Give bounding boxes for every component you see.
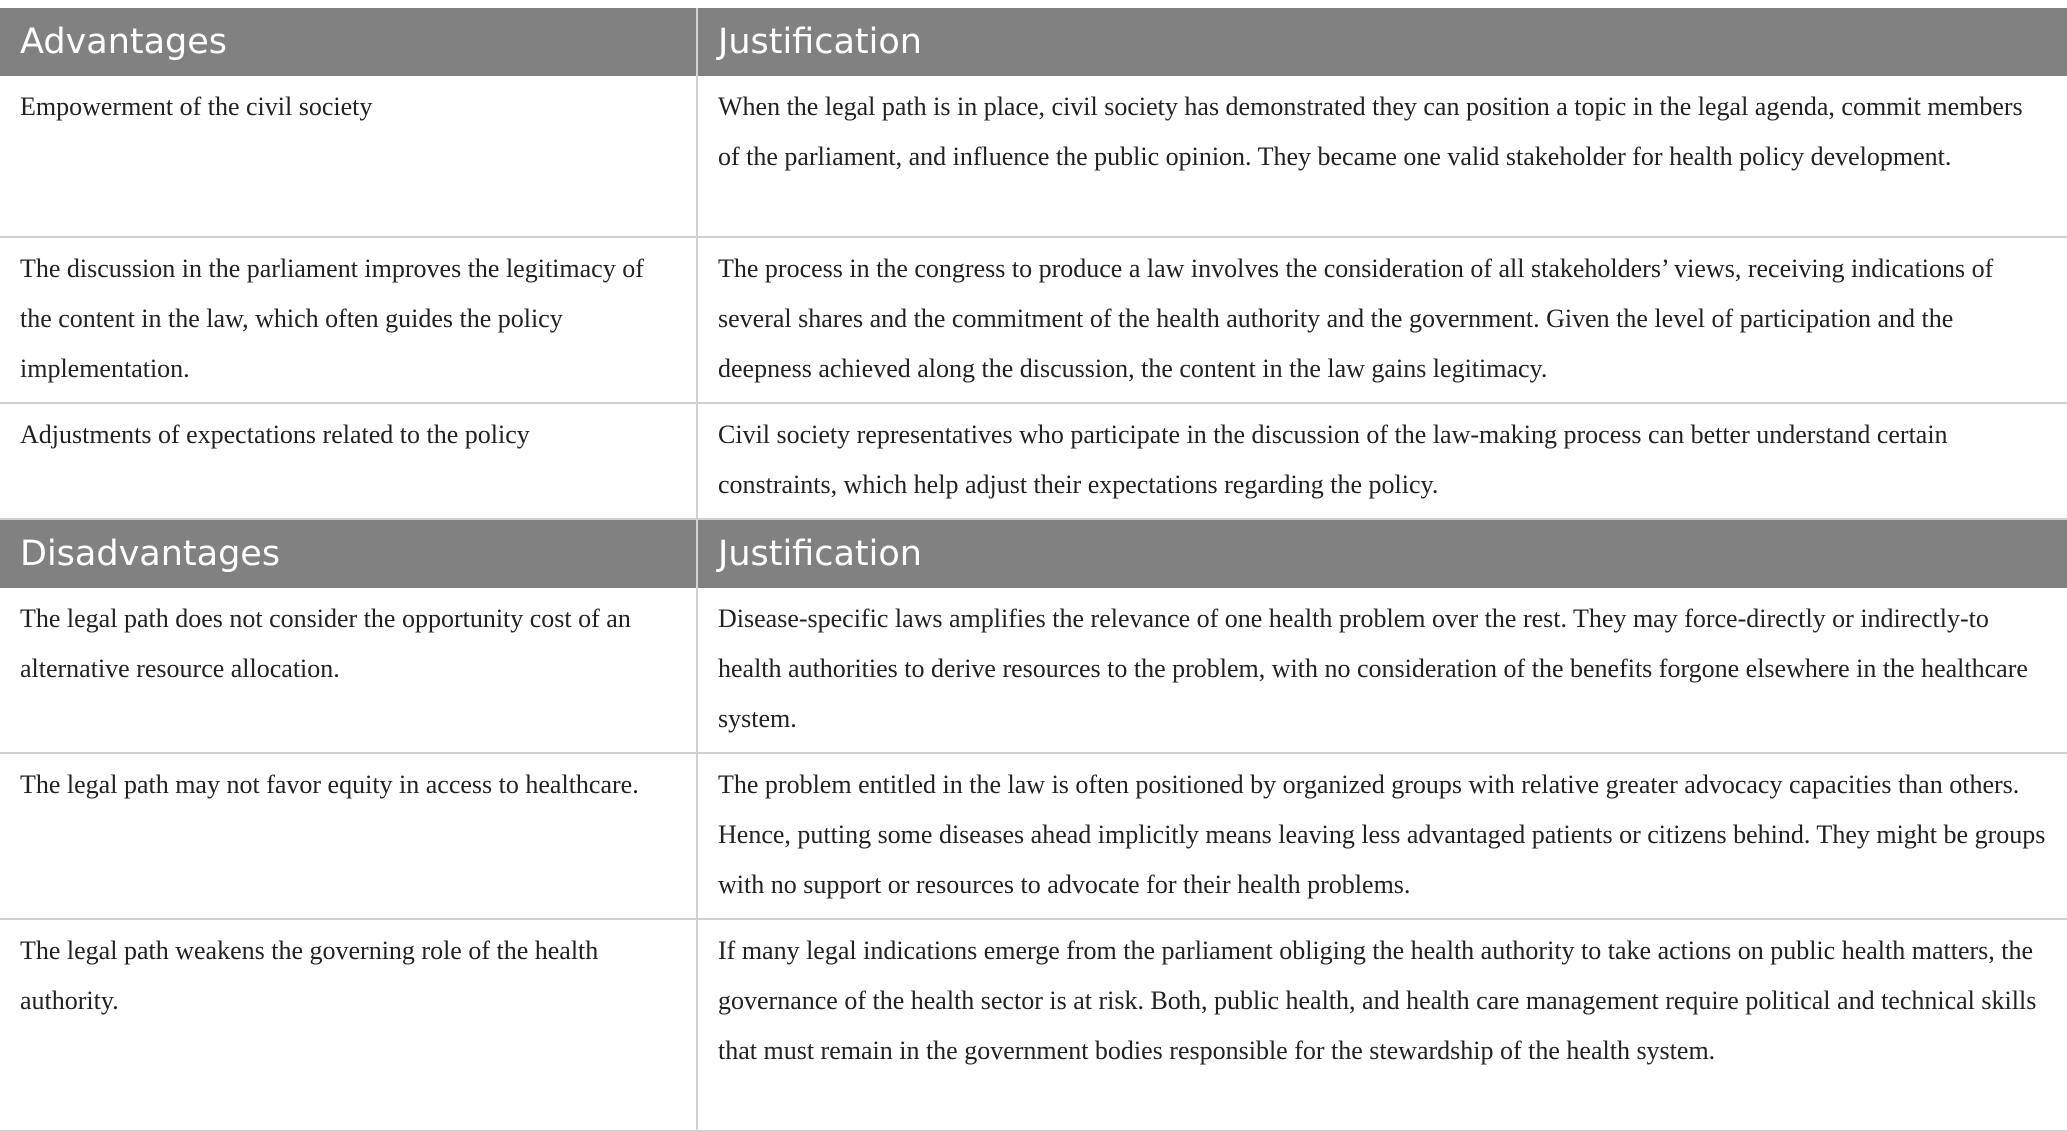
table-row <box>0 919 2067 1131</box>
disadvantage-item: The legal path weakens the governing role of the health authority. <box>0 919 697 1131</box>
advantage-item: The discussion in the parliament improves the legitimacy of the content in the law, which often guides the policy implementation. <box>0 237 697 403</box>
advantages-disadvantages-table <box>0 8 2067 1132</box>
advantages-header-row <box>0 8 2067 76</box>
disadvantage-justification: Disease-specific laws amplifies the relevance of one health problem over the rest. They may force-directly or indirectly-to health authorities to derive resources to the problem, with no consideration of the benefits forgone elsewhere in the healthcare system. <box>697 588 2067 753</box>
disadvantage-item: The legal path does not consider the opportunity cost of an alternative resource allocation. <box>0 588 697 753</box>
advantages-disadvantages-table-container <box>0 8 2067 1132</box>
table-row <box>0 588 2067 753</box>
advantage-item: Empowerment of the civil society <box>0 76 697 237</box>
table-row <box>0 753 2067 919</box>
advantages-header: Advantages <box>0 8 697 76</box>
advantage-justification: When the legal path is in place, civil society has demonstrated they can position a topic in the legal agenda, commit members of the parliament, and influence the public opinion. They became one valid stakeholder for health policy development. <box>697 76 2067 237</box>
table-row <box>0 403 2067 519</box>
disadvantages-header-row <box>0 519 2067 588</box>
disadvantages-justification-header: Justification <box>697 519 2067 588</box>
disadvantages-header: Disadvantages <box>0 519 697 588</box>
advantage-justification: The process in the congress to produce a law involves the consideration of all stakeholders’ views, receiving indications of several shares and the commitment of the health authority and the government. Given the level of participation and the deepness achieved along the discussion, the content in the law gains legitimacy. <box>697 237 2067 403</box>
table-row <box>0 76 2067 237</box>
disadvantage-item: The legal path may not favor equity in access to healthcare. <box>0 753 697 919</box>
table-row <box>0 237 2067 403</box>
disadvantage-justification: If many legal indications emerge from the parliament obliging the health authority to take actions on public health matters, the governance of the health sector is at risk. Both, public health, and health care management require political and technical skills that must remain in the government bodies responsible for the stewardship of the health system. <box>697 919 2067 1131</box>
advantages-justification-header: Justification <box>697 8 2067 76</box>
advantage-item: Adjustments of expectations related to the policy <box>0 403 697 519</box>
disadvantage-justification: The problem entitled in the law is often positioned by organized groups with relative greater advocacy capacities than others. Hence, putting some diseases ahead implicitly means leaving less advantaged patients or citizens behind. They might be groups with no support or resources to advocate for their health problems. <box>697 753 2067 919</box>
advantage-justification: Civil society representatives who participate in the discussion of the law-making process can better understand certain constraints, which help adjust their expectations regarding the policy. <box>697 403 2067 519</box>
